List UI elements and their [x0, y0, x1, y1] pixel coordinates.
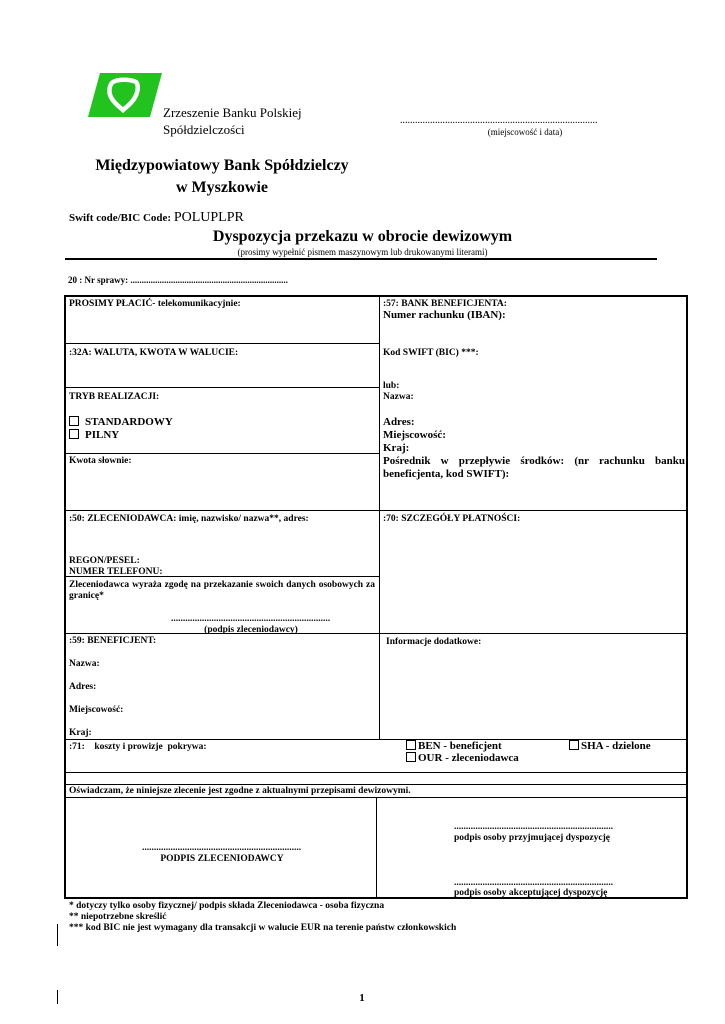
- costs-label: :71: koszty i prowizje pokrywa:: [69, 742, 207, 752]
- receiver-signature-label: podpis osoby przyjmującej dyspozycję: [454, 833, 610, 843]
- swift-bic-label: Kod SWIFT (BIC) ***:: [383, 348, 479, 358]
- additional-info-label: Informacje dodatkowe:: [386, 637, 482, 647]
- form-subtitle: (prosimy wypełnić pismem maszynowym lub drukowanymi literami): [237, 247, 488, 257]
- checkbox-icon: [406, 752, 416, 762]
- bank-logo-icon: [88, 73, 162, 117]
- cost-our-option[interactable]: [406, 752, 519, 765]
- mode-standard-option[interactable]: [69, 416, 173, 429]
- footnote-3: *** kod BIC nie jest wymagany dla transakcji w walucie EUR na terenie państw członkowskich: [69, 923, 457, 933]
- or-label: lub:: [383, 381, 400, 391]
- cost-sha-label: SHA - dzielone: [581, 740, 651, 752]
- mode-urgent-option[interactable]: [69, 429, 119, 442]
- beneficiary-country-label: Kraj:: [69, 728, 92, 738]
- bank-name: [72, 155, 372, 199]
- beneficiary-address-label: Adres:: [69, 682, 97, 692]
- orderer-signature-label: PODPIS ZLECENIODAWCY: [160, 854, 284, 864]
- declaration-text: Oświadczam, że niniejsze zlecenie jest zgodne z aktualnymi przepisami dewizowymi.: [69, 786, 411, 796]
- bank-name-label: Nazwa:: [383, 392, 414, 402]
- place-date-label: (miejscowość i data): [487, 127, 563, 137]
- bank-country-label: Kraj:: [383, 442, 410, 454]
- checkbox-icon: [69, 416, 79, 426]
- mode-label: TRYB REALIZACJI:: [69, 392, 160, 402]
- receiver-signature-field[interactable]: ...................................................................: [454, 822, 614, 832]
- checkbox-icon: [569, 740, 579, 750]
- org-name-line1: Zrzeszenie Banku Polskiej: [163, 105, 302, 120]
- bank-name-line1: Międzypowiatowy Bank Spółdzielczy: [95, 157, 349, 174]
- footnote-2: ** niepotrzebne skreślić: [69, 912, 167, 922]
- orderer-signature-field[interactable]: ...................................................................: [142, 843, 302, 853]
- orderer-label: :50: ZLECENIODAWCA: imię, nazwisko/ nazwa**, adres:: [69, 514, 309, 524]
- bank-logo: [88, 73, 162, 117]
- mode-standard-label: STANDARDOWY: [85, 416, 173, 428]
- bank-city-label: Miejscowość:: [383, 429, 446, 441]
- beneficiary-city-label: Miejscowość:: [69, 705, 124, 715]
- page-number: 1: [359, 992, 365, 1004]
- case-number-field[interactable]: 20 : Nr sprawy: ......................................................................: [68, 275, 288, 285]
- regon-label: REGON/PESEL:: [69, 556, 140, 566]
- pay-label: PROSIMY PŁACIĆ- telekomunikacyjnie:: [69, 299, 241, 309]
- form-title: Dyspozycja przekazu w obrocie dewizowym: [212, 228, 513, 245]
- swift-code-label: Swift code/BIC Code:: [69, 212, 172, 224]
- beneficiary-name-label: Nazwa:: [69, 659, 100, 669]
- place-date-field[interactable]: ...............................................................................: [400, 115, 598, 126]
- bank-name-line2: w Myszkowie: [176, 179, 268, 196]
- org-name-line2: Spółdzielczości: [163, 122, 245, 137]
- margin-bar: [57, 924, 58, 946]
- swift-code-value: POLUPLPR: [173, 210, 244, 225]
- account-number-label: Numer rachunku (IBAN):: [383, 309, 506, 321]
- checkbox-icon: [69, 429, 79, 439]
- consent-text: Zleceniodawca wyraża zgodę na przekazanie swoich danych osobowych za granicę*: [69, 580, 375, 601]
- checkbox-icon: [406, 740, 416, 750]
- beneficiary-label: :59: BENEFICJENT:: [69, 636, 157, 646]
- mode-urgent-label: PILNY: [85, 429, 120, 441]
- title-rule: [65, 258, 657, 260]
- consent-signature-label: (podpis zleceniodawcy): [204, 625, 298, 635]
- bank-address-label: Adres:: [383, 416, 415, 428]
- margin-bar: [57, 990, 58, 1004]
- footnote-1: * dotyczy tylko osoby fizycznej/ podpis składa Zleceniodawca - osoba fizyczna: [69, 901, 385, 911]
- phone-label: NUMER TELEFONU:: [69, 567, 163, 577]
- currency-amount-label: :32A: WALUTA, KWOTA W WALUCIE:: [69, 348, 239, 358]
- cost-our-label: OUR - zleceniodawca: [418, 752, 519, 764]
- cost-ben-label: BEN - beneficjent: [418, 740, 502, 752]
- beneficiary-bank-label: :57: BANK BENEFICJENTA:: [383, 299, 507, 309]
- acceptor-signature-label: podpis osoby akceptującej dyspozycję: [454, 888, 608, 898]
- cost-sha-option[interactable]: [569, 740, 651, 753]
- amount-words-label: Kwota słownie:: [69, 456, 132, 466]
- consent-signature-field[interactable]: ...................................................................: [171, 614, 331, 624]
- intermediary-label: Pośrednik w przepływie środków: (nr rachunku banku beneficjenta, kod SWIFT):: [383, 455, 685, 480]
- payment-details-label: :70: SZCZEGÓŁY PŁATNOŚCI:: [383, 514, 521, 524]
- acceptor-signature-field[interactable]: ...................................................................: [454, 878, 614, 888]
